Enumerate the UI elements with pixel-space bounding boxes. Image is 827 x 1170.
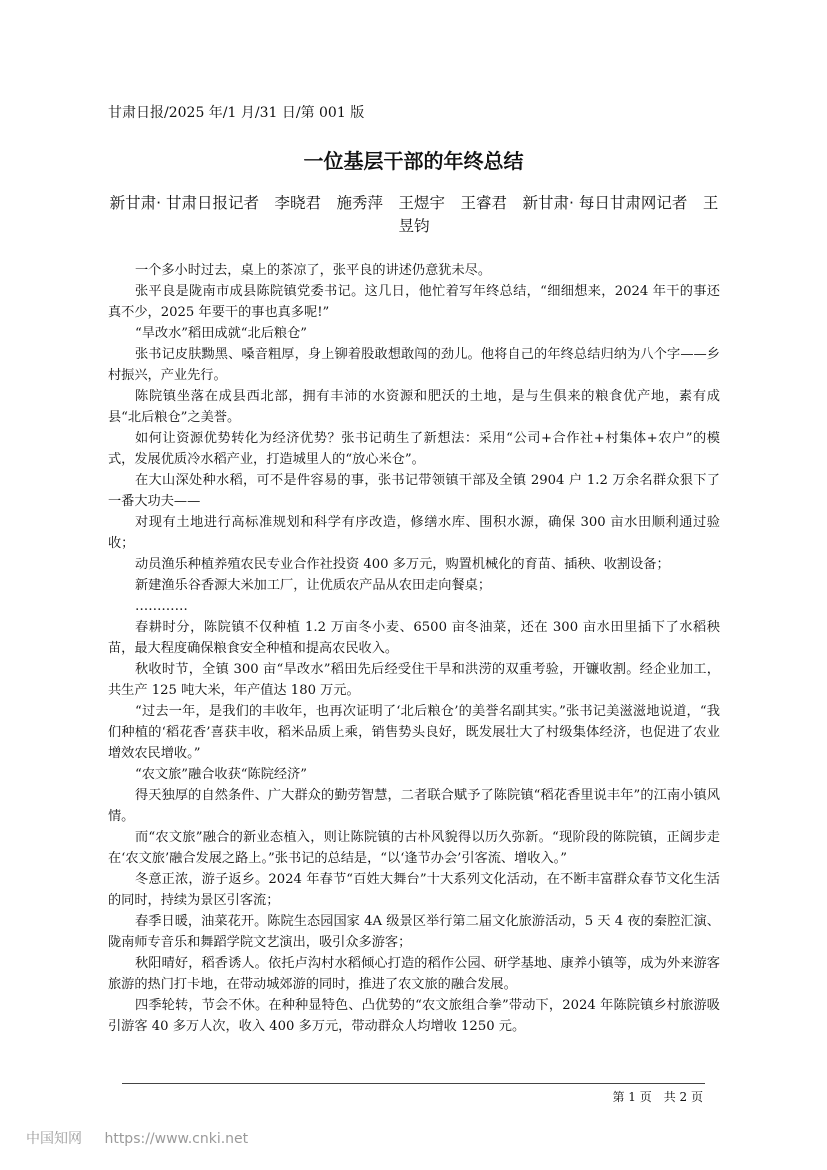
paragraph: 四季轮转，节会不休。在种种显特色、凸优势的“农文旅组合拳”带动下，2024 年陈院镇乡村旅游吸引游客 40 多万人次，收入 400 多万元，带动群众人均增收 1250 元。	[108, 998, 720, 1034]
watermark-brand: 中国知网	[26, 1131, 82, 1147]
paragraph: 如何让资源优势转化为经济优势？张书记萌生了新想法：采用“公司+合作社+村集体+农户”的模式，发展优质冷水稻产业，打造城里人的“放心米仓”。	[108, 431, 720, 467]
paragraph: 张书记皮肤黝黑、嗓音粗厚，身上铆着股敢想敢闯的劲儿。他将自己的年终总结归纳为八个字——乡村振兴，产业先行。	[108, 347, 720, 383]
section-heading: “旱改水”稻田成就“北后粮仓”	[135, 326, 308, 341]
publication-source: 甘肃日报/2025 年/1 月/31 日/第 001 版	[108, 105, 365, 121]
paragraph: 冬意正浓，游子返乡。2024 年春节“百姓大舞台”十大系列文化活动，在不断丰富群众春节文化生活的同时，持续为景区引客流；	[108, 872, 720, 908]
paragraph: 新建渔乐谷香源大米加工厂，让优质农产品从农田走向餐桌；	[135, 578, 492, 593]
footer-divider	[122, 1083, 705, 1084]
paragraph: 对现有土地进行高标准规划和科学有序改造，修缮水库、围积水源，确保 300 亩水田顺利通过验收；	[108, 515, 720, 551]
paragraph: 而“农文旅”融合的新业态植入，则让陈院镇的古朴风貌得以历久弥新。“现阶段的陈院镇，正阔步走在‘农文旅’融合发展之路上。”张书记的总结是，“以‘逢节办会’引客流、增收入。”	[108, 830, 720, 866]
article-title: 一位基层干部的年终总结	[303, 149, 524, 173]
paragraph: 春耕时分，陈院镇不仅种植 1.2 万亩冬小麦、6500 亩冬油菜，还在 300 亩水田里插下了水稻秧苗，最大程度确保粮食安全种植和提高农民收入。	[108, 620, 720, 656]
paragraph: “过去一年，是我们的丰收年，也再次证明了‘北后粮仓’的美誉名副其实。”张书记美滋滋地说道，“我们种植的‘稻花香’喜获丰收，稻米品质上乘，销售势头良好，既发展壮大了村级集体经济，也促进了农业增效农民增收。”	[108, 704, 720, 761]
watermark-url: https://www.cnki.net	[104, 1131, 249, 1147]
paragraph: 一个多小时过去，桌上的茶凉了，张平良的讲述仍意犹未尽。	[135, 263, 492, 278]
ellipsis-line: …………	[135, 599, 188, 614]
article-byline: 新甘肃· 甘肃日报记者 李晓君 施秀萍 王煜宇 王睿君 新甘肃· 每日甘肃网记者 王昱钧	[109, 194, 719, 235]
article-body	[108, 260, 720, 1037]
section-heading: “农文旅”融合收获“陈院经济”	[135, 767, 308, 782]
paragraph: 陈院镇坐落在成县西北部，拥有丰沛的水资源和肥沃的土地，是与生俱来的粮食优产地，素有成县“北后粮仓”之美誉。	[108, 389, 720, 425]
paragraph: 张平良是陇南市成县陈院镇党委书记。这几日，他忙着写年终总结，“细细想来，2024 年干的事还真不少，2025 年要干的事也真多呢!”	[108, 284, 720, 320]
paragraph: 春季日暖，油菜花开。陈院生态园国家 4A 级景区举行第二届文化旅游活动，5 天 4 夜的秦腔汇演、陇南师专音乐和舞蹈学院文艺演出，吸引众多游客；	[108, 914, 720, 950]
paragraph: 秋阳晴好，稻香诱人。依托卢沟村水稻倾心打造的稻作公园、研学基地、康养小镇等，成为外来游客旅游的热门打卡地，在带动城郊游的同时，推进了农文旅的融合发展。	[108, 956, 720, 992]
paragraph: 得天独厚的自然条件、广大群众的勤劳智慧，二者联合赋予了陈院镇“稻花香里说丰年”的江南小镇风情。	[108, 788, 720, 824]
paragraph: 秋收时节，全镇 300 亩“旱改水”稻田先后经受住干旱和洪涝的双重考验，开镰收割。经企业加工，共生产 125 吨大米，年产值达 180 万元。	[108, 662, 720, 698]
cnki-watermark	[26, 1128, 266, 1148]
paragraph: 在大山深处种水稻，可不是件容易的事，张书记带领镇干部及全镇 2904 户 1.2 万余名群众狠下了一番大功夫——	[108, 473, 720, 509]
page-number: 第 1 页 共 2 页	[612, 1090, 703, 1104]
paragraph: 动员渔乐种植养殖农民专业合作社投资 400 多万元，购置机械化的育苗、插秧、收割设备；	[135, 557, 670, 572]
